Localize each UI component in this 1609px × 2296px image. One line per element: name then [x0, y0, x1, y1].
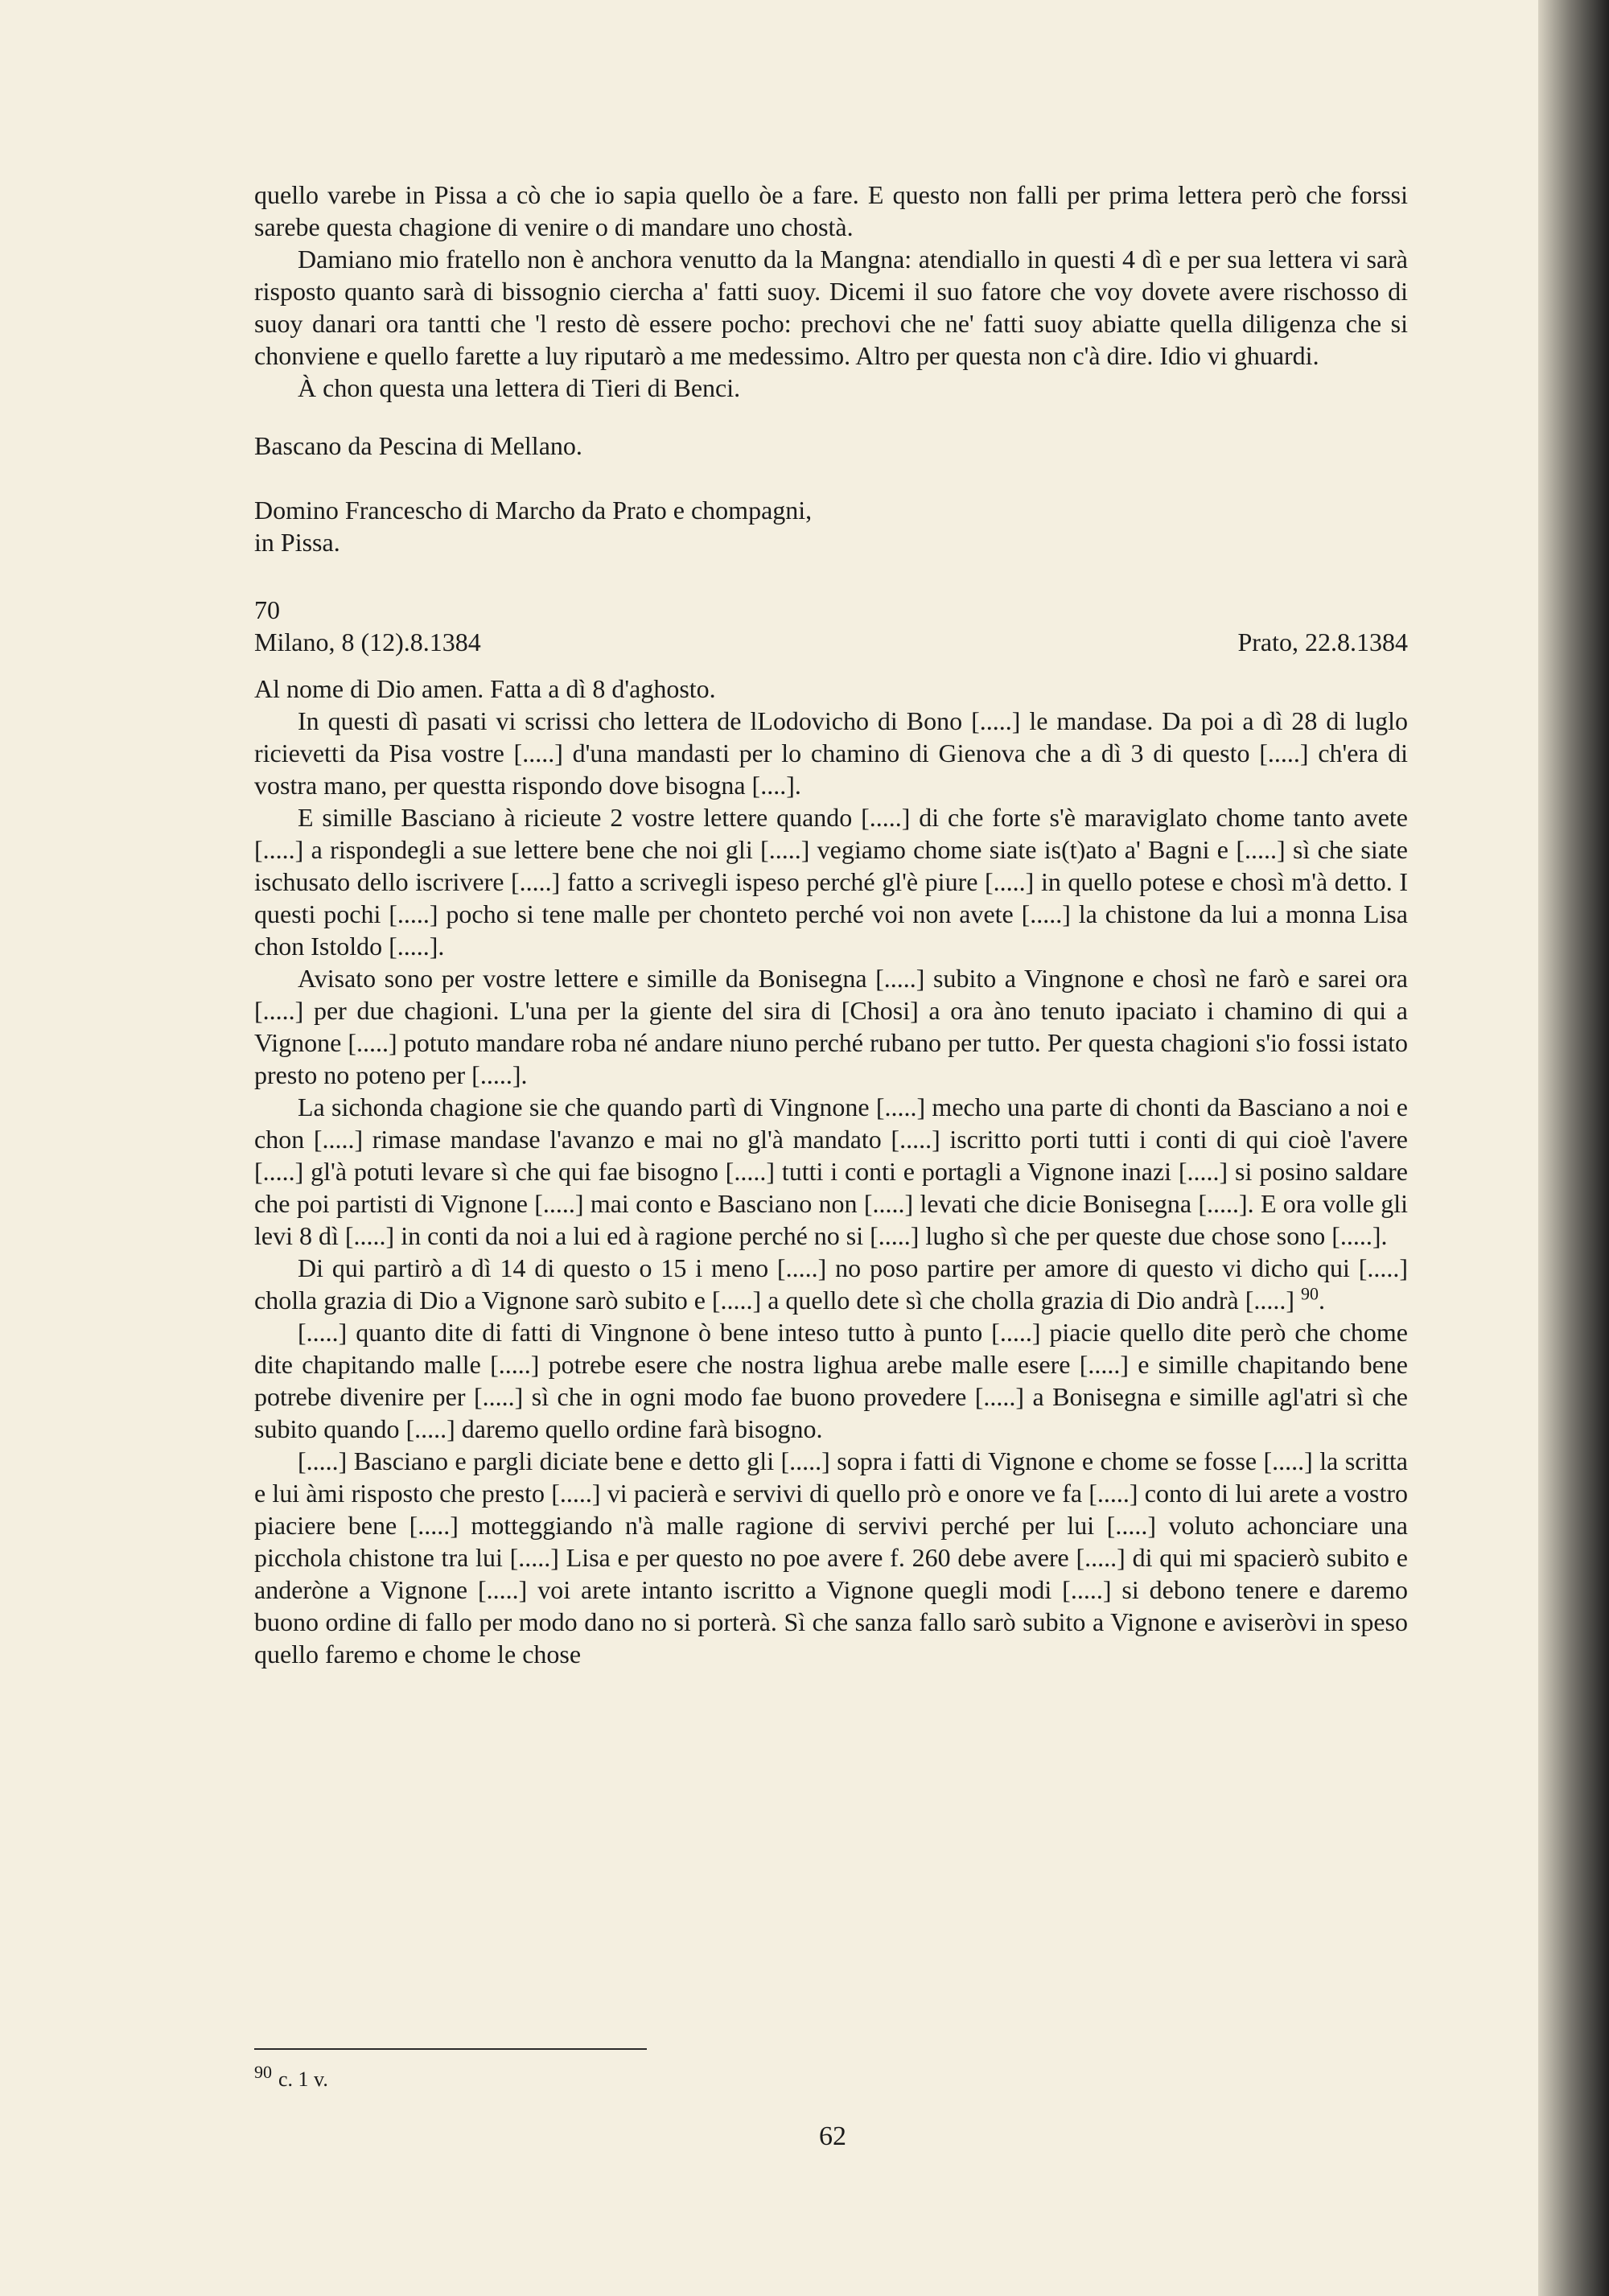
salutation: Al nome di Dio amen. Fatta a dì 8 d'aghosto.: [254, 674, 716, 703]
signature: Bascano da Pescina di Mellano.: [254, 431, 582, 460]
origin-date: Milano, 8 (12).8.1384: [254, 627, 481, 656]
address-line: Domino Francescho di Marcho da Prato e chompagni,: [254, 496, 813, 525]
paragraph: [254, 1252, 1408, 1316]
paragraph-end: .: [1319, 1286, 1326, 1315]
paragraph: [.....] quanto dite di fatti di Vingnone ò bene inteso tutto à punto [.....] piacie quello dite però che chome dite chapitando malle [.....] potrebe esere che nostra lighua arebe malle esere [.....] e simille chapitando bene potrebe divenire per [.....] sì che in ogni modo fae buono provedere [.....] a Bonisegna e simille agl'atri sì che subito quando [.....] daremo quello ordine farà bisogno.: [254, 1318, 1408, 1443]
paragraph: In questi dì pasati vi scrissi cho lettera de lLodovicho di Bono [.....] le mandase. Da poi a dì 28 di luglo ricievetti da Pisa vostre [.....] d'una mandasti per lo chamino di Gienova che a dì 3 di questo [.....] ch'era di vostra mano, per questta rispondo dove bisogna [....].: [254, 706, 1408, 800]
paragraph: À chon questa una lettera di Tieri di Benci.: [298, 373, 741, 402]
paragraph: Avisato sono per vostre lettere e simille da Bonisegna [.....] subito a Vingnone e chosì ne farò e sarei ora [.....] per due chagioni. L'una per la giente del sira di [Chosi] a ora àno tenuto ipaciato i chamino di qui a Vignone [.....] potuto mandare roba né andare niuno perché rubano per tutto. Per questa chagioni s'io fossi istato presto no poteno per [.....].: [254, 964, 1408, 1089]
paragraph-text: Di qui partirò a dì 14 di questo o 15 i meno [.....] no poso partire per amore di questo vi dicho qui [.....] cholla grazia di Dio a Vignone sarò subito e [.....] a quello dete sì che cholla grazia di Dio andrà [.....]: [254, 1253, 1408, 1315]
paragraph: [.....] Basciano e pargli diciate bene e detto gli [.....] sopra i fatti di Vignone e chome se fosse [.....] la scritta e lui àmi risposto che presto [.....] vi pacierà e servivi di quello prò e onore ve fa [.....] conto di lui arete a vostro piaciere bene [.....] motteggiando n'à malle ragione di servivi perché per lui [.....] voluto achonciare una picchola chistone tra lui [.....] Lisa e per questo no poe avere f. 260 debe avere [.....] di qui mi spacierò subito e anderòne a Vignone [.....] voi arete intanto iscritto a Vignone quegli modi [.....] si debono tenere e daremo buono ordine di fallo per modo dano no si porterà. Sì che sanza fallo sarò subito a Vignone e aviseròvi in speso quello faremo e chome le chose: [254, 1446, 1408, 1669]
address-line: in Pissa.: [254, 528, 340, 557]
footnote: [254, 2062, 328, 2092]
book-edge: [1538, 0, 1609, 2296]
page-number: 62: [819, 2121, 846, 2151]
paragraph: quello varebe in Pissa a cò che io sapia quello òe a fare. E questo non falli per prima lettera però che forssi sarebe questa chagione di venire o di mandare uno chostà.: [254, 180, 1408, 241]
letter-header: [254, 626, 1408, 658]
paragraph: La sichonda chagione sie che quando partì di Vingnone [.....] mecho una parte di chonti da Basciano a noi e chon [.....] rimase mandase l'avanzo e mai no gl'à mandato [.....] iscritto porti tutti i conti di qui cioè l'avere [.....] gl'à potuti levare sì che qui fae bisogno [.....] tutti i conti e portagli a Vignone inazi [.....] si posino saldare che poi partisti di Vignone [.....] mai conto e Basciano non [.....] levati che dicie Bonisegna [.....]. E ora volle gli levi 8 dì [.....] in conti da noi a lui ed à ragione perché no si [.....] lugho sì che per queste due chose sono [.....].: [254, 1092, 1408, 1250]
footnote-ref: 90: [1301, 1283, 1319, 1304]
footnote-text: c. 1 v.: [278, 2068, 328, 2091]
letter-number: 70: [254, 595, 280, 624]
destination-date: Prato, 22.8.1384: [1237, 627, 1408, 656]
footnote-divider: [254, 2048, 647, 2050]
paragraph: E simille Basciano à ricieute 2 vostre lettere quando [.....] di che forte s'è maraviglato chome tanto avete [.....] a rispondegli a sue lettere bene che noi gli [.....] vegiamo chome siate is(t)ato a' Bagni e [.....] sì che siate ischusato dello iscrivere [.....] fatto a scrivegli ispeso perché gl'è piure [.....] in quello potese e chosì m'à detto. I questi pochi [.....] pocho si tene malle per chonteto perché voi non avete [.....] la chistone da lui a monna Lisa chon Istoldo [.....].: [254, 803, 1408, 961]
letter-text: [254, 179, 1408, 1670]
paragraph: Damiano mio fratello non è anchora venutto da la Mangna: atendiallo in questi 4 dì e per sua lettera vi sarà risposto quanto sarà di bissognio ciercha a' fatti suoy. Dicemi il suo fatore che voy dovete avere rischosso di suoy danari ora tantti che 'l resto dè essere pocho: prechovi che ne' fatti suoy abiatte quella diligenza che si chonviene e quello farette a luy riputarò a me medessimo. Altro per questa non c'à dire. Idio vi ghuardi.: [254, 245, 1408, 370]
footnote-number: 90: [254, 2062, 272, 2083]
